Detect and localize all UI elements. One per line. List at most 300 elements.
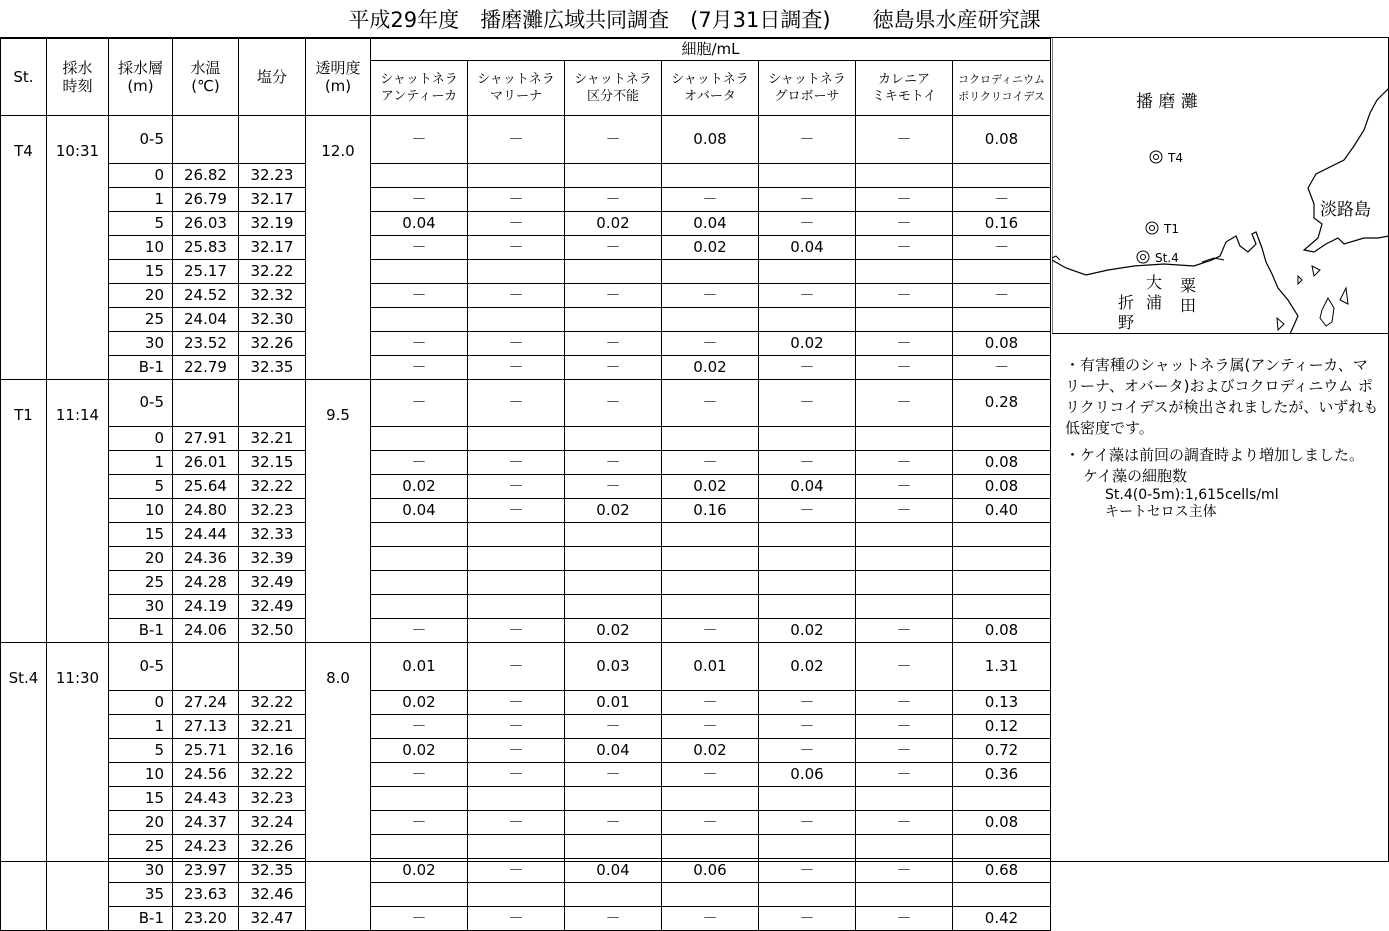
cell-density — [856, 163, 953, 187]
map-label-place-0: 大 — [1146, 273, 1163, 292]
cell-density: － — [856, 810, 953, 834]
cell-density — [953, 163, 1051, 187]
table-row — [1, 523, 1051, 547]
salinity-cell: 32.17 — [239, 235, 306, 259]
time-cell — [47, 810, 109, 834]
table-row — [1, 163, 1051, 187]
cell-density: － — [468, 187, 565, 211]
cell-density: － — [468, 451, 565, 475]
cell-density: 0.68 — [953, 858, 1051, 882]
station-marker-t1 — [1146, 222, 1179, 236]
station-cell — [1, 786, 47, 810]
station-cell — [1, 906, 47, 930]
transparency-cell — [306, 571, 371, 595]
transparency-cell — [306, 283, 371, 307]
cell-density: － — [856, 283, 953, 307]
map-label-place-3: 田 — [1180, 296, 1197, 315]
cell-density: － — [662, 762, 759, 786]
cell-density — [371, 547, 468, 571]
table-row — [1, 690, 1051, 714]
cell-density — [565, 427, 662, 451]
station-cell — [1, 547, 47, 571]
cell-density — [565, 523, 662, 547]
cell-density: 0.02 — [759, 643, 856, 691]
cell-density — [759, 786, 856, 810]
cell-density: 0.02 — [759, 619, 856, 643]
station-cell — [1, 738, 47, 762]
cell-density: － — [856, 738, 953, 762]
station-cell — [1, 283, 47, 307]
header-st: St. — [1, 39, 47, 116]
cell-density: － — [565, 762, 662, 786]
cell-density — [759, 307, 856, 331]
station-cell — [1, 523, 47, 547]
salinity-cell: 32.26 — [239, 834, 306, 858]
station-cell — [1, 762, 47, 786]
station-cell — [1, 834, 47, 858]
cell-density — [856, 547, 953, 571]
salinity-cell: 32.19 — [239, 211, 306, 235]
temp-cell — [173, 643, 239, 691]
layer-cell: 0 — [109, 690, 173, 714]
layer-cell: 5 — [109, 211, 173, 235]
cell-density: － — [759, 355, 856, 379]
cell-density: － — [759, 906, 856, 930]
time-cell — [47, 762, 109, 786]
cell-density: 0.02 — [565, 499, 662, 523]
layer-cell: 0-5 — [109, 643, 173, 691]
transparency-cell — [306, 187, 371, 211]
cell-density: 0.01 — [371, 643, 468, 691]
cell-density — [371, 307, 468, 331]
transparency-cell — [306, 810, 371, 834]
salinity-cell — [239, 116, 306, 164]
cell-density — [468, 571, 565, 595]
cell-density: 0.02 — [565, 211, 662, 235]
temp-cell: 23.97 — [173, 858, 239, 882]
station-marker-st4 — [1137, 251, 1179, 265]
cell-density: － — [759, 451, 856, 475]
time-cell — [47, 786, 109, 810]
cell-density: － — [856, 643, 953, 691]
layer-cell: 10 — [109, 235, 173, 259]
cell-density: － — [468, 499, 565, 523]
layer-cell: 20 — [109, 283, 173, 307]
cell-density: － — [759, 211, 856, 235]
cell-density: － — [468, 355, 565, 379]
transparency-cell — [306, 882, 371, 906]
cell-density: － — [953, 187, 1051, 211]
temp-cell: 23.52 — [173, 331, 239, 355]
cell-density: － — [759, 283, 856, 307]
layer-cell: 15 — [109, 523, 173, 547]
cell-density: 0.01 — [662, 643, 759, 691]
cell-density: － — [565, 379, 662, 427]
cell-density: － — [371, 331, 468, 355]
table-row — [1, 475, 1051, 499]
cell-density — [565, 547, 662, 571]
time-cell — [47, 283, 109, 307]
cell-density: － — [759, 379, 856, 427]
note-diatom-count-label: ケイ藻の細胞数 — [1083, 467, 1187, 485]
transparency-cell — [306, 475, 371, 499]
cell-density — [662, 259, 759, 283]
cell-density — [371, 571, 468, 595]
note-harmful-species: ・有害種のシャットネラ属(アンティーカ、マリーナ、オバータ)およびコクロディニウム ポリクリコイデスが検出されましたが、いずれも低密度です。 — [1065, 356, 1379, 437]
cell-density: 0.03 — [565, 643, 662, 691]
header-layer: 採水層 (m) — [109, 39, 173, 116]
layer-cell: 0-5 — [109, 379, 173, 427]
time-cell — [47, 427, 109, 451]
cell-density: 0.40 — [953, 499, 1051, 523]
cell-density: － — [662, 690, 759, 714]
layer-cell: 15 — [109, 259, 173, 283]
cell-density: － — [468, 906, 565, 930]
cell-density — [565, 307, 662, 331]
cell-density: － — [953, 355, 1051, 379]
table-row — [1, 451, 1051, 475]
table-row — [1, 187, 1051, 211]
cell-density — [759, 163, 856, 187]
layer-cell: B-1 — [109, 355, 173, 379]
cell-density — [953, 595, 1051, 619]
salinity-cell: 32.15 — [239, 451, 306, 475]
layer-cell: 30 — [109, 331, 173, 355]
layer-cell: 1 — [109, 187, 173, 211]
cell-density: － — [856, 475, 953, 499]
cell-density: － — [371, 116, 468, 164]
cell-density — [565, 595, 662, 619]
temp-cell: 24.80 — [173, 499, 239, 523]
station-cell — [1, 499, 47, 523]
time-cell: 11:14 — [47, 379, 109, 427]
temp-cell: 24.44 — [173, 523, 239, 547]
time-cell — [47, 499, 109, 523]
header-species-6: コクロディニウム ポリクリコイデス — [953, 61, 1051, 116]
cell-density: － — [759, 858, 856, 882]
cell-density — [565, 571, 662, 595]
cell-density: 0.06 — [662, 858, 759, 882]
cell-density: － — [371, 762, 468, 786]
station-cell — [1, 259, 47, 283]
cell-density — [565, 163, 662, 187]
cell-density — [468, 307, 565, 331]
cell-density: 0.08 — [953, 451, 1051, 475]
layer-cell: 25 — [109, 571, 173, 595]
map-svg — [1052, 38, 1389, 334]
cell-density: － — [662, 714, 759, 738]
cell-density — [856, 307, 953, 331]
awaji-coast — [1304, 88, 1389, 252]
temp-cell: 24.06 — [173, 619, 239, 643]
temp-cell: 26.79 — [173, 187, 239, 211]
cell-density — [662, 882, 759, 906]
cell-density: 0.08 — [953, 619, 1051, 643]
cell-density: － — [856, 187, 953, 211]
salinity-cell: 32.39 — [239, 547, 306, 571]
cell-density: － — [371, 451, 468, 475]
page-title — [0, 0, 1389, 38]
cell-density: － — [468, 690, 565, 714]
table-row — [1, 834, 1051, 858]
cell-density — [759, 259, 856, 283]
layer-cell: 30 — [109, 595, 173, 619]
cell-density: 0.06 — [759, 762, 856, 786]
cell-density — [953, 882, 1051, 906]
header-cells-per-ml: 細胞/mL — [371, 39, 1051, 61]
cell-density: － — [468, 211, 565, 235]
cell-density — [565, 259, 662, 283]
cell-density — [565, 882, 662, 906]
cell-density: － — [565, 810, 662, 834]
cell-density: － — [759, 738, 856, 762]
cell-density: 0.02 — [662, 738, 759, 762]
cell-density — [468, 259, 565, 283]
cell-density — [953, 259, 1051, 283]
salinity-cell: 32.50 — [239, 619, 306, 643]
header-species-0: シャットネラ アンティーカ — [371, 61, 468, 116]
station-cell — [1, 187, 47, 211]
time-cell — [47, 307, 109, 331]
cell-density: 0.16 — [953, 211, 1051, 235]
cell-density: － — [759, 116, 856, 164]
temp-cell: 24.19 — [173, 595, 239, 619]
salinity-cell: 32.21 — [239, 427, 306, 451]
layer-cell: 15 — [109, 786, 173, 810]
temp-cell: 27.24 — [173, 690, 239, 714]
salinity-cell: 32.35 — [239, 858, 306, 882]
station-cell: T4 — [1, 116, 47, 164]
layer-cell: 0 — [109, 427, 173, 451]
station-cell — [1, 451, 47, 475]
cell-density: － — [371, 906, 468, 930]
cell-density: 0.08 — [953, 331, 1051, 355]
map-label-place-5: 野 — [1118, 313, 1135, 332]
cell-density: － — [565, 355, 662, 379]
transparency-cell — [306, 690, 371, 714]
transparency-cell — [306, 738, 371, 762]
transparency-cell — [306, 906, 371, 930]
cell-density — [759, 834, 856, 858]
notes-panel — [1065, 355, 1380, 521]
cell-density: － — [662, 906, 759, 930]
cell-density: － — [468, 643, 565, 691]
cell-density: 0.04 — [371, 211, 468, 235]
tokushima-coast — [1052, 232, 1298, 334]
cell-density — [953, 834, 1051, 858]
time-cell — [47, 451, 109, 475]
time-cell — [47, 906, 109, 930]
cell-density: 0.02 — [371, 858, 468, 882]
salinity-cell: 32.46 — [239, 882, 306, 906]
cell-density: － — [662, 451, 759, 475]
temp-cell: 27.91 — [173, 427, 239, 451]
station-marker-t4 — [1150, 151, 1183, 165]
time-cell — [47, 547, 109, 571]
cell-density: － — [856, 690, 953, 714]
cell-density — [759, 882, 856, 906]
cell-density — [953, 307, 1051, 331]
cell-density — [468, 163, 565, 187]
time-cell — [47, 834, 109, 858]
cell-density — [856, 786, 953, 810]
cell-density — [371, 834, 468, 858]
header-row-1 — [1, 39, 1051, 61]
temp-cell: 27.13 — [173, 714, 239, 738]
cell-density: － — [856, 858, 953, 882]
transparency-cell — [306, 762, 371, 786]
table-row — [1, 235, 1051, 259]
transparency-cell — [306, 547, 371, 571]
transparency-cell — [306, 523, 371, 547]
transparency-cell — [306, 451, 371, 475]
cell-density: － — [468, 283, 565, 307]
station-cell — [1, 810, 47, 834]
salinity-cell: 32.23 — [239, 786, 306, 810]
header-transparency: 透明度 (m) — [306, 39, 371, 116]
cell-density — [371, 595, 468, 619]
transparency-cell — [306, 163, 371, 187]
time-cell — [47, 163, 109, 187]
layer-cell: 10 — [109, 499, 173, 523]
salinity-cell: 32.23 — [239, 163, 306, 187]
cell-density: － — [371, 619, 468, 643]
time-cell — [47, 882, 109, 906]
cell-density: － — [759, 187, 856, 211]
cell-density: － — [371, 379, 468, 427]
time-cell — [47, 690, 109, 714]
map-point-t1: T1 — [1164, 222, 1179, 236]
salinity-cell: 32.22 — [239, 475, 306, 499]
table-row — [1, 595, 1051, 619]
table-row — [1, 738, 1051, 762]
cell-density — [468, 834, 565, 858]
salinity-cell: 32.21 — [239, 714, 306, 738]
cell-density — [662, 834, 759, 858]
plankton-data-table — [0, 38, 1051, 931]
header-time: 採水 時刻 — [47, 39, 109, 116]
cell-density — [759, 547, 856, 571]
cell-density: － — [565, 714, 662, 738]
cell-density: － — [468, 331, 565, 355]
station-cell — [1, 619, 47, 643]
cell-density — [662, 163, 759, 187]
cell-density: － — [953, 283, 1051, 307]
cell-density: － — [565, 235, 662, 259]
cell-density: － — [856, 355, 953, 379]
station-cell — [1, 235, 47, 259]
cell-density: 0.04 — [759, 475, 856, 499]
transparency-cell — [306, 786, 371, 810]
cell-density: 1.31 — [953, 643, 1051, 691]
cell-density: 0.04 — [565, 738, 662, 762]
table-row — [1, 786, 1051, 810]
cell-density — [953, 547, 1051, 571]
cell-density: 0.08 — [953, 810, 1051, 834]
cell-density — [468, 786, 565, 810]
cell-density: 0.02 — [662, 355, 759, 379]
time-cell — [47, 187, 109, 211]
time-cell — [47, 619, 109, 643]
cell-density: － — [759, 714, 856, 738]
transparency-cell: 12.0 — [306, 116, 371, 164]
table-row — [1, 427, 1051, 451]
transparency-cell — [306, 211, 371, 235]
station-cell — [1, 571, 47, 595]
table-row — [1, 882, 1051, 906]
cell-density: － — [856, 906, 953, 930]
cell-density: － — [371, 355, 468, 379]
cell-density — [468, 547, 565, 571]
cell-density: 0.02 — [759, 331, 856, 355]
table-row — [1, 379, 1051, 427]
temp-cell: 26.01 — [173, 451, 239, 475]
station-cell — [1, 163, 47, 187]
cell-density: － — [468, 475, 565, 499]
time-cell — [47, 235, 109, 259]
cell-density: 0.16 — [662, 499, 759, 523]
cell-density — [759, 523, 856, 547]
time-cell: 11:30 — [47, 643, 109, 691]
station-cell — [1, 307, 47, 331]
table-row — [1, 643, 1051, 691]
cell-density — [856, 427, 953, 451]
cell-density — [759, 571, 856, 595]
station-cell — [1, 882, 47, 906]
cell-density — [468, 427, 565, 451]
cell-density: － — [662, 810, 759, 834]
temp-cell: 25.83 — [173, 235, 239, 259]
time-cell — [47, 355, 109, 379]
cell-density — [856, 882, 953, 906]
map-label-place-4: 折 — [1118, 293, 1135, 312]
cell-density: － — [565, 187, 662, 211]
salinity-cell: 32.49 — [239, 595, 306, 619]
layer-cell: 1 — [109, 451, 173, 475]
cell-density: － — [468, 738, 565, 762]
salinity-cell: 32.22 — [239, 690, 306, 714]
transparency-cell — [306, 834, 371, 858]
time-cell — [47, 211, 109, 235]
cell-density: 0.08 — [662, 116, 759, 164]
cell-density: 0.02 — [371, 738, 468, 762]
transparency-cell — [306, 427, 371, 451]
layer-cell: 30 — [109, 858, 173, 882]
layer-cell: 0 — [109, 163, 173, 187]
layer-cell: B-1 — [109, 619, 173, 643]
transparency-cell — [306, 499, 371, 523]
temp-cell: 24.28 — [173, 571, 239, 595]
cell-density: － — [468, 619, 565, 643]
note-diatom-dominant: キートセロス主体 — [1105, 504, 1217, 520]
cell-density — [662, 547, 759, 571]
cell-density: － — [371, 283, 468, 307]
cell-density: － — [468, 858, 565, 882]
header-species-1: シャットネラ マリーナ — [468, 61, 565, 116]
header-temp: 水温 (℃) — [173, 39, 239, 116]
cell-density — [856, 571, 953, 595]
cell-density: － — [565, 906, 662, 930]
header-species-5: カレニア ミキモトイ — [856, 61, 953, 116]
cell-density: － — [856, 499, 953, 523]
cell-density: － — [856, 619, 953, 643]
cell-density — [468, 595, 565, 619]
table-row — [1, 307, 1051, 331]
salinity-cell: 32.16 — [239, 738, 306, 762]
cell-density: － — [565, 283, 662, 307]
cell-density: － — [565, 116, 662, 164]
cell-density — [953, 571, 1051, 595]
